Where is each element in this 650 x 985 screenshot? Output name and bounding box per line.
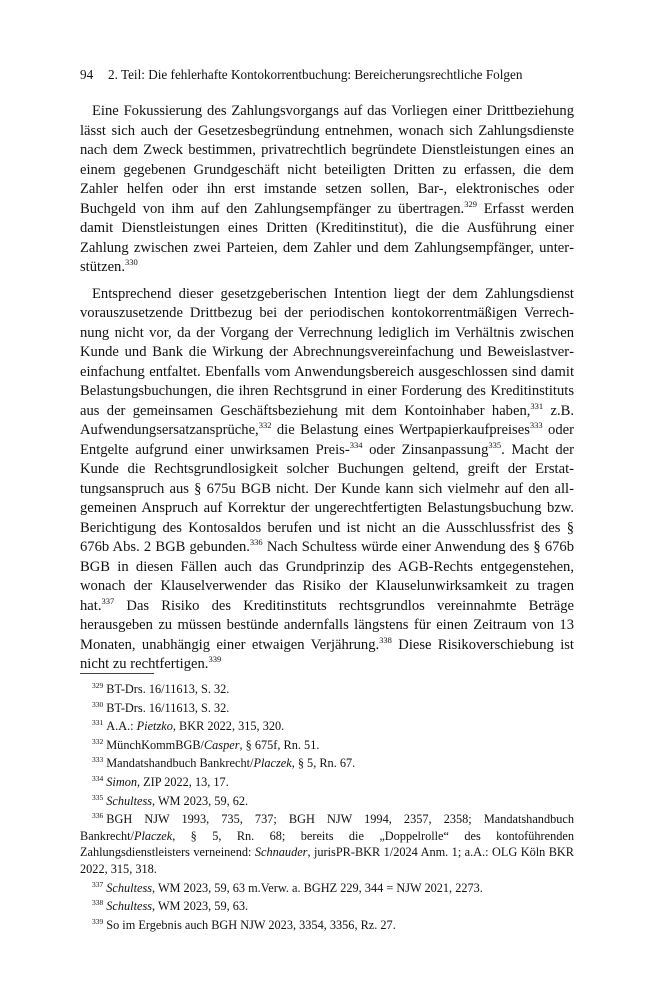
author-name: Schultess [106, 899, 153, 914]
footnote [80, 774, 574, 791]
text-run: BT-Drs. 16/11613, S. 32. [106, 682, 230, 696]
text-run: Entsprechend dieser gesetzgeberischen Intention liegt der dem Zahlungsdienst vorauszusetzende Drittbezug bei der periodischen kontokorrentmäßigen Verrechnung nicht vor, da der Vorgang der Verrechnung lediglich im Verhältnis zwischen Kunde und Bank die Wirkung der Abrechnungsvereinfachung und Beweislastvereinfachung entfaltet. Ebenfalls vom Anwendungsbereich ausgeschlossen sind damit Belastungsbuchungen, die ihren Rechtsgrund in einer Forderung des Kreditinstituts aus der gemeinsamen Geschäftsbeziehung mit dem Kontoinhaber haben, [80, 285, 574, 419]
text-run: . Macht der Kunde die Rechtsgrundlosigkeit solcher Buchungen geltend, greift der Erstattungsanspruch aus § 675u BGB nicht. Der Kunde kann sich vielmehr auf den allgemeinen Anspruch auf Korrektur der ungerechtfertigten Belastungsbuchung bzw. Berichtigung des Kontosaldos berufen und ist nicht an die Ausschlussfrist des § 676b Abs. 2 BGB gebunden. [80, 441, 574, 555]
text-run: Mandatshandbuch Bankrecht/ [106, 756, 254, 771]
text-run: oder Entgelte aufgrund einer unwirksamen Preis- [80, 422, 574, 458]
footnote-reference[interactable]: 338 [379, 634, 392, 645]
footnote [80, 793, 574, 810]
footnote [80, 917, 574, 934]
footnote-reference[interactable]: 336 [249, 537, 263, 547]
footnote-separator [80, 673, 154, 674]
text-run: Diese Risikoverschiebung ist nicht zu rechtfertigen. [80, 636, 574, 672]
author-name: Schultess [106, 880, 153, 895]
text-run: BGH NJW 1993, 735, 737; BGH NJW 1994, 2357, 2358; Mandatshandbuch Bankrecht/ [80, 812, 574, 843]
author-name: Simon [106, 774, 137, 789]
paragraph [80, 285, 574, 675]
text-run: , WM 2023, 59, 63 m.Verw. a. BGHZ 229, 344 = NJW 2021, 2273. [152, 880, 483, 895]
footnote-reference[interactable]: 331 [530, 400, 544, 411]
footnote-number: 331 [92, 718, 104, 728]
footnote [80, 737, 574, 754]
footnote-reference[interactable]: 334 [349, 439, 363, 450]
paragraph [80, 102, 574, 278]
author-name: Schultess [106, 793, 153, 808]
author-name: Schnauder [254, 845, 308, 860]
text-run: Erfasst werden damit Dienstleistungen eines Dritten (Kreditinstitut), die die Ausführung einer Zahlung zwischen zwei Parteien, dem Zahler und dem Zahlungsempfänger, unterstützen. [80, 200, 574, 275]
footnote-reference[interactable]: 333 [529, 420, 543, 430]
footnote [80, 880, 574, 897]
main-text [80, 102, 574, 682]
footnote [80, 755, 574, 772]
text-run: A.A.: [106, 719, 137, 734]
running-title: 2. Teil: Die fehlerhafte Kontokorrentbuchung: Bereicherungsrechtliche Folgen [108, 67, 523, 82]
text-run: So im Ergebnis auch BGH NJW 2023, 3354, 3356, Rz. 27. [106, 917, 396, 932]
text-run: BT-Drs. 16/11613, S. 32. [106, 700, 230, 715]
text-run: Eine Fokussierung des Zahlungsvorgangs auf das Vorliegen einer Drittbeziehung lässt sich auch der Gesetzesbegründung entnehmen, wonach sich Zahlungsdienste nach dem Zweck bestimmen, privatrechtlich begründete Dienstleistungen eines an einem gegebenen Grundgeschäft nicht beteiligten Dritten zu erfassen, die dem Zahler helfen oder ihn erst imstande setzen sollen, Bar-, elektronisches oder Buchgeld von ihm auf den Zahlungsempfänger zu übertragen. [80, 103, 574, 217]
footnote [80, 898, 574, 915]
text-run: die Belastung eines Wertpapierkaufpreises [271, 422, 530, 438]
footnote-number: 335 [92, 792, 104, 802]
text-run: , WM 2023, 59, 63. [152, 899, 249, 914]
footnote-number: 333 [92, 755, 104, 765]
text-run: , § 5, Rn. 68; bereits die „Doppelrolle“ des kontoführenden Zahlungsdienstleisters verneinend: [80, 828, 574, 860]
text-run: z.B. Aufwendungsersatzansprüche, [80, 402, 574, 438]
footnote-reference[interactable]: 339 [208, 654, 222, 664]
text-run: , jurisPR-BKR 1/2024 Anm. 1; a.A.: OLG Köln BKR 2022, 315, 318. [80, 845, 574, 876]
running-header [80, 66, 560, 84]
text-run: MünchKommBGB/ [106, 737, 204, 752]
footnote-number: 337 [92, 879, 104, 889]
text-run: , WM 2023, 59, 62. [152, 793, 249, 808]
footnote-reference[interactable]: 335 [488, 439, 502, 450]
footnote [80, 811, 574, 877]
footnote [80, 718, 574, 735]
footnote-number: 338 [92, 898, 104, 908]
author-name: Placzek [253, 756, 292, 771]
footnote-reference[interactable]: 330 [125, 257, 138, 267]
footnote-number: 329 [92, 681, 104, 690]
footnote [80, 681, 574, 698]
text-run: , § 675f, Rn. 51. [239, 737, 320, 752]
footnote-reference[interactable]: 329 [464, 198, 477, 209]
footnotes [80, 681, 574, 935]
author-name: Pietzko [136, 719, 173, 734]
text-run: , BKR 2022, 315, 320. [172, 719, 285, 734]
footnote-number: 334 [92, 773, 104, 783]
author-name: Casper [203, 737, 240, 752]
page-number: 94 [80, 67, 94, 82]
footnote-number: 339 [92, 916, 104, 926]
footnote-number: 336 [92, 811, 104, 821]
footnote-number: 332 [92, 736, 104, 746]
footnote [80, 700, 574, 717]
footnote-reference[interactable]: 332 [258, 420, 272, 430]
author-name: Placzek [133, 828, 173, 843]
text-run: , § 5, Rn. 67. [291, 756, 356, 771]
footnote-reference[interactable]: 337 [101, 595, 115, 606]
text-run: Nach Schultess würde einer Anwendung des § 676b BGB in diesen Fällen auch das Grundprinzip des AGB-Rechts entgegenstehen, wonach der Klauselverwender das Risiko der Klauselunwirksamkeit zu tragen hat. [80, 539, 575, 614]
text-run: Das Risiko des Kreditinstituts rechtsgrundlos vereinnahmte Beträge herausgeben zu müssen bestünde andernfalls längstens für einen Zeitraum von 13 Monaten, unabhängig einer etwaigen Verjährung. [80, 597, 574, 653]
footnote-number: 330 [92, 699, 104, 709]
text-run: oder Zinsanpassung [362, 441, 489, 458]
text-run: , ZIP 2022, 13, 17. [137, 774, 229, 789]
